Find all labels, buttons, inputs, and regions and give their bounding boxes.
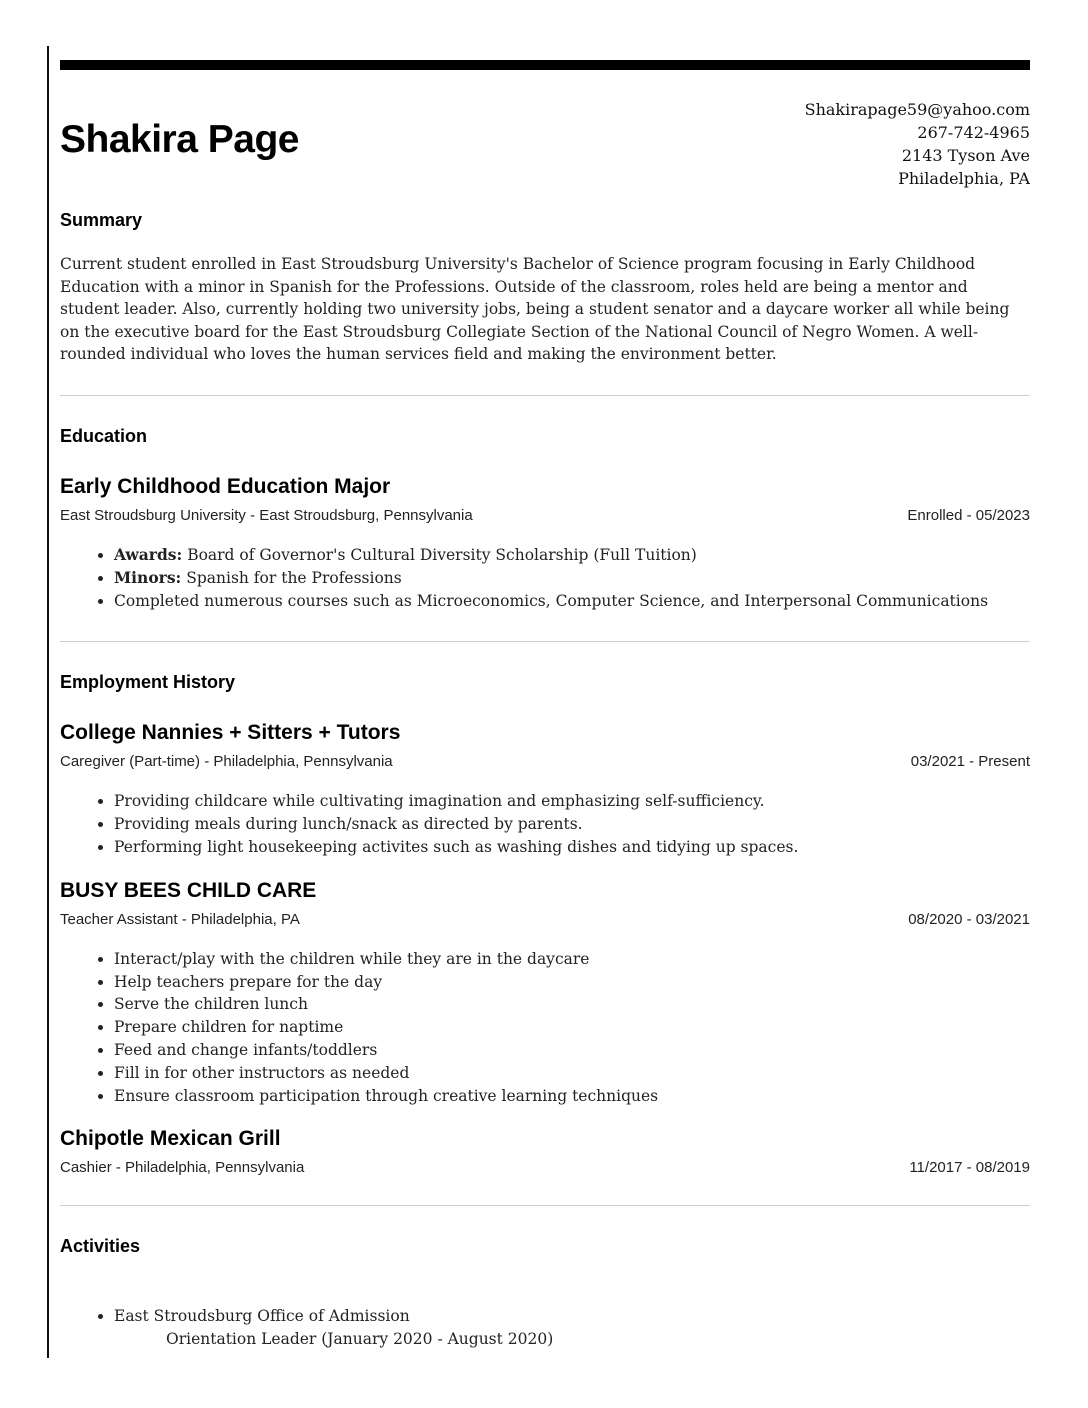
education-degree: Early Childhood Education Major bbox=[60, 474, 391, 498]
job-meta bbox=[60, 753, 1030, 770]
job-entry bbox=[60, 879, 1030, 1108]
list-item: • Prepare children for naptime bbox=[114, 1016, 1030, 1039]
minors-text: Spanish for the Professions bbox=[186, 568, 402, 587]
activity-item: East Stroudsburg Office of Admission bbox=[114, 1307, 410, 1326]
list-item bbox=[114, 590, 1030, 613]
job-bullets bbox=[60, 790, 1030, 858]
page-left-rule bbox=[47, 46, 49, 1358]
education-title: Education bbox=[60, 425, 148, 446]
job-role: Cashier - Philadelphia, Pennsylvania bbox=[60, 1159, 305, 1177]
contact-phone: 267-742-4965 bbox=[917, 123, 1030, 142]
job-employer: BUSY BEES CHILD CARE bbox=[60, 878, 317, 902]
courses-text: Completed numerous courses such as Microeconomics, Computer Science, and Interpersonal Communications bbox=[114, 591, 989, 610]
awards-text: Board of Governor's Cultural Diversity Scholarship (Full Tuition) bbox=[187, 545, 697, 564]
activities-title: Activities bbox=[60, 1236, 141, 1257]
awards-label: Awards: bbox=[114, 544, 183, 564]
activity-sub-list bbox=[114, 1328, 1030, 1351]
list-item: Orientation Leader (January 2020 - August 2020) bbox=[166, 1330, 554, 1349]
job-entry bbox=[60, 1127, 1030, 1176]
job-meta bbox=[60, 1159, 1030, 1176]
list-item: • Interact/play with the children while they are in the daycare bbox=[114, 948, 1030, 971]
job-entry bbox=[60, 721, 1030, 858]
header-bar bbox=[60, 60, 1030, 70]
activities-section bbox=[60, 1236, 1030, 1351]
education-dates: Enrolled - 05/2023 bbox=[907, 506, 1030, 524]
list-item: • Ensure classroom participation through creative learning techniques bbox=[114, 1085, 1030, 1108]
list-item: • Help teachers prepare for the day bbox=[114, 971, 1030, 994]
list-item: • Fill in for other instructors as needed bbox=[114, 1062, 1030, 1085]
activities-bullets bbox=[60, 1305, 1030, 1351]
list-item: • Serve the children lunch bbox=[114, 993, 1030, 1016]
job-meta bbox=[60, 911, 1030, 928]
job-role: Caregiver (Part-time) - Philadelphia, Pennsylvania bbox=[60, 753, 393, 771]
list-item bbox=[114, 567, 1030, 590]
job-dates: 11/2017 - 08/2019 bbox=[909, 1159, 1030, 1177]
job-bullets bbox=[60, 948, 1030, 1108]
summary-title: Summary bbox=[60, 210, 143, 230]
contact-street: 2143 Tyson Ave bbox=[901, 146, 1030, 165]
job-role: Teacher Assistant - Philadelphia, PA bbox=[60, 910, 300, 928]
list-item: • Performing light housekeeping activites such as washing dishes and tidying up spaces. bbox=[114, 836, 1030, 859]
contact-city: Philadelphia, PA bbox=[898, 169, 1030, 188]
resume-page bbox=[60, 60, 1030, 1358]
section-divider bbox=[60, 395, 1030, 396]
education-section bbox=[60, 426, 1030, 612]
list-item: • Providing childcare while cultivating imagination and emphasizing self-sufficiency. bbox=[114, 790, 1030, 813]
list-item bbox=[114, 1305, 1030, 1351]
resume-header bbox=[60, 70, 1030, 210]
summary-text: Current student enrolled in East Stroudsburg University's Bachelor of Science program focusing in Early Childhood Education with a minor in Spanish for the Professions. Outside of the classroom, roles held are being a mentor and student leader. Also, currently holding two university jobs, being a student senator and a daycare worker all while being on the executive board for the East Stroudsburg Collegiate Section of the National Council of Negro Women. A well-rounded individual who loves the human services field and making the environment better. bbox=[60, 255, 1010, 364]
education-school: East Stroudsburg University - East Stroudsburg, Pennsylvania bbox=[60, 506, 473, 524]
list-item: • Feed and change infants/toddlers bbox=[114, 1039, 1030, 1062]
job-employer: College Nannies + Sitters + Tutors bbox=[60, 721, 401, 745]
education-bullets bbox=[60, 544, 1030, 612]
contact-block bbox=[805, 98, 1030, 190]
employment-title: Employment History bbox=[60, 672, 236, 693]
job-dates: 03/2021 - Present bbox=[910, 753, 1030, 771]
contact-email: Shakirapage59@yahoo.com bbox=[804, 100, 1030, 119]
list-item bbox=[114, 544, 1030, 567]
minors-label: Minors: bbox=[114, 567, 182, 587]
candidate-name: Shakira Page bbox=[60, 118, 299, 161]
section-divider bbox=[60, 641, 1030, 642]
education-meta bbox=[60, 507, 1030, 524]
employment-section bbox=[60, 672, 1030, 1176]
job-dates: 08/2020 - 03/2021 bbox=[908, 910, 1030, 928]
job-employer: Chipotle Mexican Grill bbox=[60, 1127, 281, 1151]
section-divider bbox=[60, 1205, 1030, 1206]
list-item: • Providing meals during lunch/snack as directed by parents. bbox=[114, 813, 1030, 836]
summary-section bbox=[60, 210, 1030, 366]
